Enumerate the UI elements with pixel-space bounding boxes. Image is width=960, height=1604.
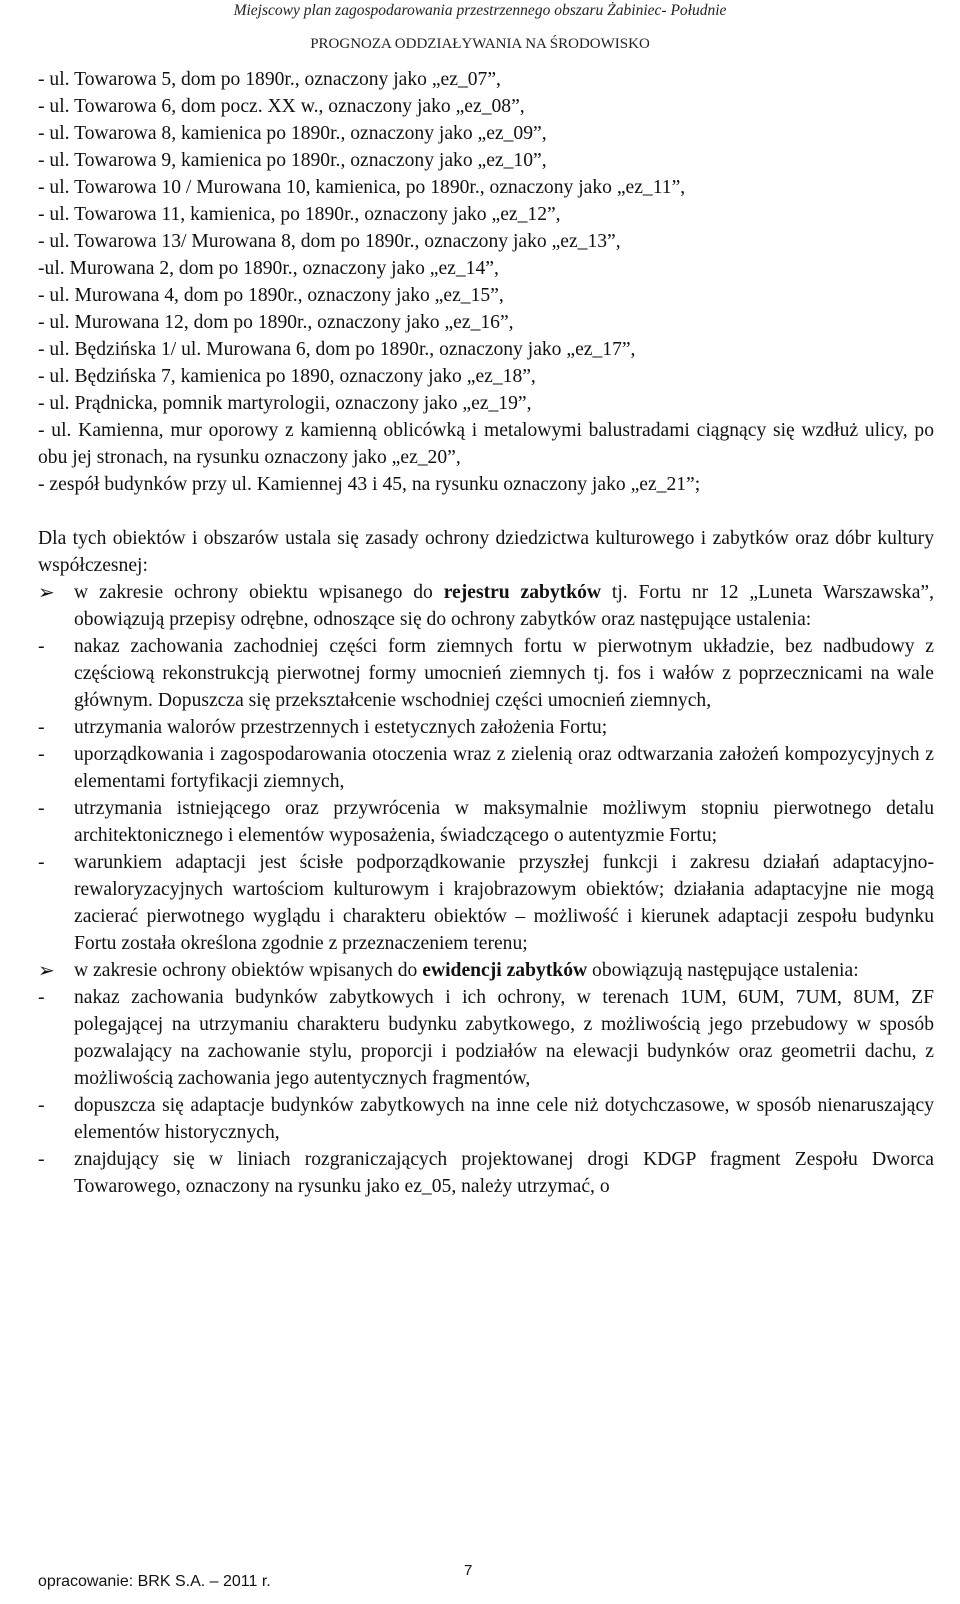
list-item: - ul. Towarowa 8, kamienica po 1890r., oznaczony jako „ez_09”,: [38, 123, 547, 144]
intro-paragraph: Dla tych obiektów i obszarów ustala się zasady ochrony dziedzictwa kulturowego i zabytków oraz dóbr kultury współczesnej:: [38, 528, 934, 576]
running-header-title: Miejscowy plan zagospodarowania przestrzennego obszaru Żabiniec- Południe: [233, 2, 727, 19]
bullet-register: [38, 579, 934, 633]
arrow-bullet-icon: ➢: [38, 958, 55, 982]
list-item: - dopuszcza się adaptacje budynków zabytkowych na inne cele niż dotychczasowe, w sposób nienaruszający elementów historycznych,: [38, 1095, 934, 1143]
list-item: -ul. Murowana 2, dom po 1890r., oznaczony jako „ez_14”,: [38, 258, 499, 279]
list-item: - ul. Towarowa 11, kamienica, po 1890r., oznaczony jako „ez_12”,: [38, 204, 561, 225]
list-item: - warunkiem adaptacji jest ścisłe podporządkowanie przyszłej funkcji i zakresu działań adaptacyjno-rewaloryzacyjnych wartościom kulturowym i krajobrazowym obiektów; działania adaptacyjne nie mogą zacierać pierwotnego wyglądu i charakteru obiektów – możliwość i kierunek adaptacji zespołu budynku Fortu została określona zgodnie z przeznaczeniem terenu;: [38, 852, 934, 954]
bullet-evidence: [38, 957, 934, 984]
page-body: [38, 66, 934, 1200]
list-item: - ul. Towarowa 13/ Murowana 8, dom po 1890r., oznaczony jako „ez_13”,: [38, 231, 621, 252]
list-item: - ul. Murowana 4, dom po 1890r., oznaczony jako „ez_15”,: [38, 285, 504, 306]
list-item: - ul. Towarowa 10 / Murowana 10, kamienica, po 1890r., oznaczony jako „ez_11”,: [38, 177, 686, 198]
bullet-text: w zakresie ochrony obiektów wpisanych do ewidencji zabytków obowiązują następujące ustalenia:: [74, 960, 859, 981]
list-item: - znajdujący się w liniach rozgraniczających projektowanej drogi KDGP fragment Zespołu Dworca Towarowego, oznaczony na rysunku jako ez_05, należy utrzymać, o: [38, 1149, 934, 1197]
list-item: - ul. Towarowa 9, kamienica po 1890r., oznaczony jako „ez_10”,: [38, 150, 547, 171]
list-item: - ul. Towarowa 5, dom po 1890r., oznaczony jako „ez_07”,: [38, 69, 501, 90]
footer-credit: opracowanie: BRK S.A. – 2011 r.: [38, 1573, 271, 1590]
page-number: 7: [464, 1562, 473, 1579]
list-item: - ul. Towarowa 6, dom pocz. XX w., oznaczony jako „ez_08”,: [38, 96, 525, 117]
list-item: - nakaz zachowania zachodniej części form ziemnych fortu w pierwotnym układzie, bez nadbudowy z częściową rekonstrukcją pierwotnej formy umocnień ziemnych tj. fos i wałów z poprzecznicami na wale głównym. Dopuszcza się przekształcenie wschodniej części umocnień ziemnych,: [38, 636, 934, 711]
list-item: - zespół budynków przy ul. Kamiennej 43 i 45, na rysunku oznaczony jako „ez_21”;: [38, 474, 701, 495]
bold-term: rejestru zabytków: [443, 582, 602, 603]
list-item: - ul. Będzińska 1/ ul. Murowana 6, dom po 1890r., oznaczony jako „ez_17”,: [38, 339, 636, 360]
list-item: - utrzymania walorów przestrzennych i estetycznych założenia Fortu;: [38, 717, 608, 738]
list-item: - utrzymania istniejącego oraz przywrócenia w maksymalnie możliwym stopniu pierwotnego detalu architektonicznego i elementów wyposażenia, świadczącego o autentyzmie Fortu;: [38, 798, 934, 846]
running-header-subtitle: PROGNOZA ODDZIAŁYWANIA NA ŚRODOWISKO: [310, 36, 650, 52]
arrow-bullet-icon: ➢: [38, 580, 55, 604]
list-item: - ul. Prądnicka, pomnik martyrologii, oznaczony jako „ez_19”,: [38, 393, 532, 414]
address-list: [38, 66, 934, 417]
list-item: - ul. Murowana 12, dom po 1890r., oznaczony jako „ez_16”,: [38, 312, 514, 333]
bullet-text: w zakresie ochrony obiektu wpisanego do rejestru zabytków tj. Fortu nr 12 „Luneta Warszawska”, obowiązują przepisy odrębne, odnoszące się do ochrony zabytków oraz następujące ustalenia:: [74, 582, 935, 630]
list-item: - nakaz zachowania budynków zabytkowych i ich ochrony, w terenach 1UM, 6UM, 7UM, 8UM, ZF polegającej na utrzymaniu charakteru budynku zabytkowego, z możliwością jego przebudowy w sposób pozwalający na zachowanie stylu, proporcji i podziałów na elewacji budynków oraz geometrii dachu, z możliwością zachowania jego autentycznych fragmentów,: [38, 987, 934, 1089]
list-item: - uporządkowania i zagospodarowania otoczenia wraz z zielenią oraz odtwarzania założeń kompozycyjnych z elementami fortyfikacji ziemnych,: [38, 744, 934, 792]
list-item: - ul. Kamienna, mur oporowy z kamienną oblicówką i metalowymi balustradami ciągnący się wzdłuż ulicy, po obu jej stronach, na rysunku oznaczony jako „ez_20”,: [38, 420, 934, 468]
bold-term: ewidencji zabytków: [422, 960, 588, 981]
list-item: - ul. Będzińska 7, kamienica po 1890, oznaczony jako „ez_18”,: [38, 366, 536, 387]
